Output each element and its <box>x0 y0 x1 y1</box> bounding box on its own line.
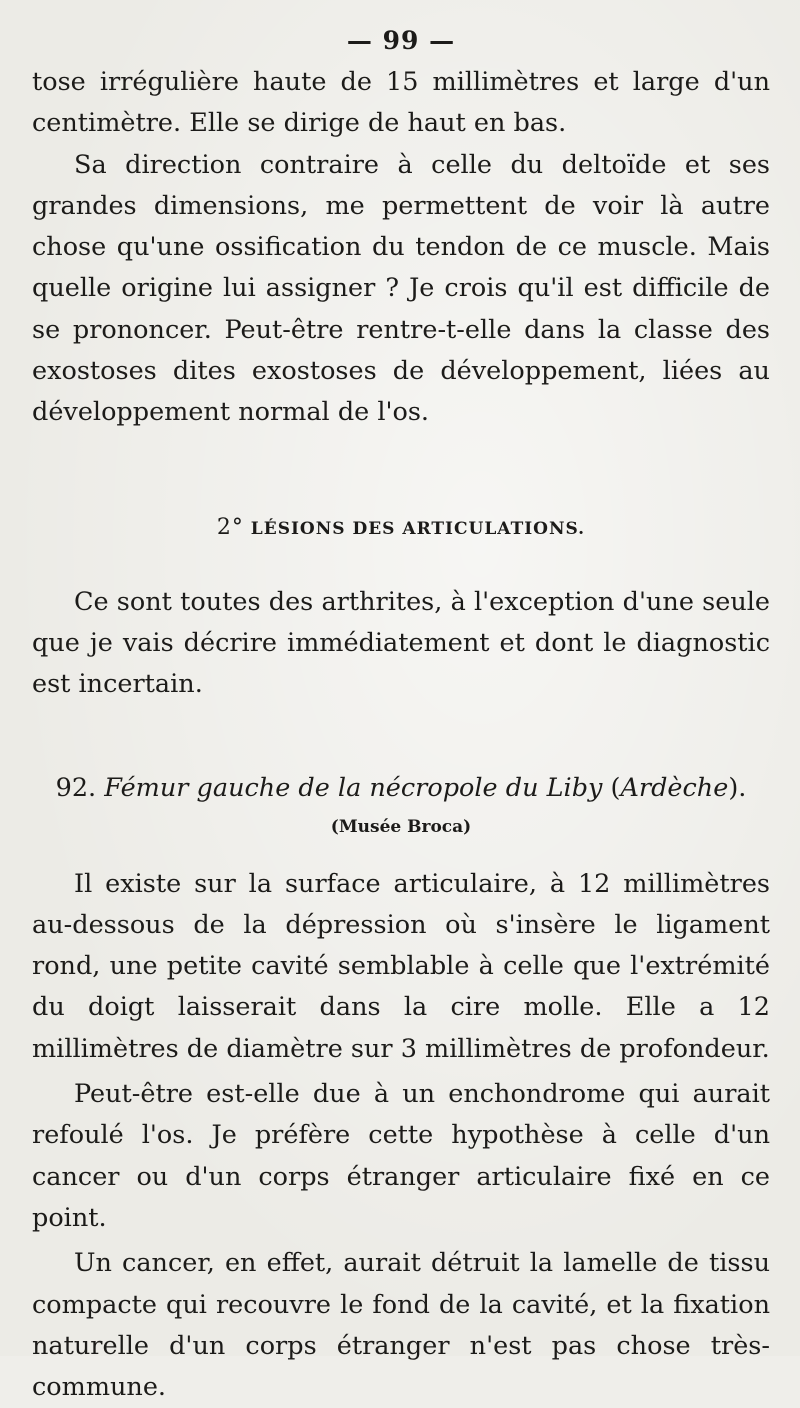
paragraph-cavity-description: Il existe sur la surface articulaire, à 12 millimètres au-dessous de la dépression où s'insère le ligament rond, une petite cavité semblable à celle que l'extrémité du doigt laisserait dans la cire molle. Elle a 12 millimètres de diamètre sur 3 millimètres de profondeur. <box>32 868 770 1064</box>
section-title: LÉSIONS DES ARTICULATIONS. <box>250 518 586 539</box>
paragraph-deltoid-direction: Sa direction contraire à celle du deltoïde et ses grandes dimensions, me permettent de voir là autre chose qu'une ossification du tendon de ce muscle. Mais quelle origine lui assigner ? Je crois qu'il est difficile de se prononcer. Peut-être rentre-t-elle dans la classe des exostoses dites exostoses de développement, liées au développement normal de l'os. <box>32 149 770 428</box>
paragraph-continuation: tose irrégulière haute de 15 millimètres et large d'un centimètre. Elle se dirige de haut en bas. <box>32 67 770 139</box>
section-number: 2° <box>216 514 244 540</box>
entry-place: Ardèche <box>620 772 729 803</box>
entry-title: Fémur gauche de la nécropole du Liby <box>104 772 603 803</box>
entry-paren-open: ( <box>610 772 621 803</box>
paragraph-cancer: Un cancer, en effet, aurait détruit la lamelle de tissu compacte qui recouvre le fond de la cavité, et la fixation naturelle d'un corps étranger n'est pas chose très-commune. <box>32 1248 770 1403</box>
paragraph-enchondroma: Peut-être est-elle due à un enchondrome qui aurait refoulé l'os. Je préfère cette hypothèse à celle d'un cancer ou d'un corps étranger articulaire fixé en ce point. <box>32 1079 770 1233</box>
page-number: — 99 — <box>346 26 456 55</box>
entry-subtitle: (Musée Broca) <box>330 816 472 837</box>
entry-number: 92. <box>55 772 97 803</box>
section-heading <box>32 508 770 548</box>
entry-paren-close: ). <box>728 772 747 803</box>
entry-heading <box>32 768 770 808</box>
paragraph-arthritis-intro: Ce sont toutes des arthrites, à l'exception d'une seule que je vais décrire immédiatement et dont le diagnostic est incertain. <box>32 586 770 700</box>
